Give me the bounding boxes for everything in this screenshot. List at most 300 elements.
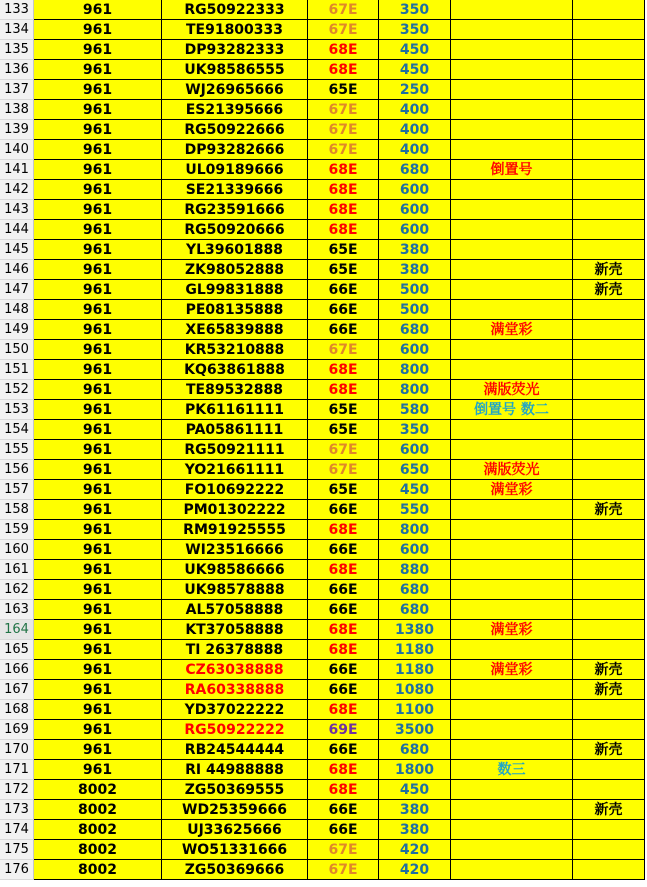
cell-serial[interactable]: FO10692222 [162, 480, 308, 500]
cell-price[interactable]: 420 [379, 840, 451, 860]
row-header[interactable]: 169 [0, 720, 34, 740]
row-header[interactable]: 172 [0, 780, 34, 800]
row-header[interactable]: 165 [0, 640, 34, 660]
cell-model[interactable]: 961 [34, 720, 162, 740]
cell-serial[interactable]: ZG50369555 [162, 780, 308, 800]
cell-price[interactable]: 250 [379, 80, 451, 100]
row-header[interactable]: 175 [0, 840, 34, 860]
row-header[interactable]: 157 [0, 480, 34, 500]
cell-grade[interactable]: 67E [308, 140, 379, 160]
row-header[interactable]: 133 [0, 0, 34, 20]
cell-price[interactable]: 1100 [379, 700, 451, 720]
cell-note[interactable] [451, 340, 573, 360]
cell-model[interactable]: 961 [34, 520, 162, 540]
row-header[interactable]: 155 [0, 440, 34, 460]
cell-model[interactable]: 961 [34, 500, 162, 520]
cell-grade[interactable]: 67E [308, 440, 379, 460]
cell-shell[interactable] [573, 100, 645, 120]
cell-model[interactable]: 961 [34, 640, 162, 660]
cell-price[interactable]: 450 [379, 60, 451, 80]
cell-model[interactable]: 8002 [34, 860, 162, 880]
cell-serial[interactable]: YD37022222 [162, 700, 308, 720]
cell-price[interactable]: 450 [379, 40, 451, 60]
cell-grade[interactable]: 66E [308, 540, 379, 560]
cell-grade[interactable]: 68E [308, 620, 379, 640]
cell-grade[interactable]: 68E [308, 160, 379, 180]
cell-shell[interactable]: 新壳 [573, 740, 645, 760]
cell-note[interactable] [451, 60, 573, 80]
row-header[interactable]: 145 [0, 240, 34, 260]
cell-note[interactable]: 满堂彩 [451, 320, 573, 340]
cell-price[interactable]: 600 [379, 540, 451, 560]
cell-price[interactable]: 500 [379, 280, 451, 300]
cell-grade[interactable]: 68E [308, 360, 379, 380]
cell-grade[interactable]: 68E [308, 560, 379, 580]
row-header[interactable]: 134 [0, 20, 34, 40]
cell-shell[interactable] [573, 380, 645, 400]
cell-serial[interactable]: RG50922333 [162, 0, 308, 20]
cell-note[interactable]: 满版荧光 [451, 460, 573, 480]
cell-price[interactable]: 3500 [379, 720, 451, 740]
cell-note[interactable] [451, 20, 573, 40]
cell-grade[interactable]: 66E [308, 800, 379, 820]
row-header[interactable]: 164 [0, 620, 34, 640]
cell-note[interactable] [451, 420, 573, 440]
cell-shell[interactable] [573, 580, 645, 600]
cell-grade[interactable]: 68E [308, 700, 379, 720]
cell-model[interactable]: 961 [34, 620, 162, 640]
cell-model[interactable]: 961 [34, 180, 162, 200]
cell-shell[interactable] [573, 560, 645, 580]
cell-price[interactable]: 680 [379, 600, 451, 620]
cell-note[interactable] [451, 740, 573, 760]
cell-price[interactable]: 350 [379, 420, 451, 440]
row-header[interactable]: 135 [0, 40, 34, 60]
row-header[interactable]: 148 [0, 300, 34, 320]
cell-serial[interactable]: TE89532888 [162, 380, 308, 400]
cell-price[interactable]: 1800 [379, 760, 451, 780]
cell-grade[interactable]: 68E [308, 380, 379, 400]
cell-grade[interactable]: 66E [308, 580, 379, 600]
cell-price[interactable]: 680 [379, 160, 451, 180]
cell-price[interactable]: 400 [379, 120, 451, 140]
cell-price[interactable]: 450 [379, 480, 451, 500]
cell-grade[interactable]: 66E [308, 300, 379, 320]
cell-model[interactable]: 961 [34, 160, 162, 180]
cell-model[interactable]: 961 [34, 280, 162, 300]
row-header[interactable]: 153 [0, 400, 34, 420]
cell-price[interactable]: 380 [379, 240, 451, 260]
row-header[interactable]: 150 [0, 340, 34, 360]
cell-shell[interactable] [573, 540, 645, 560]
cell-note[interactable]: 满版荧光 [451, 380, 573, 400]
cell-model[interactable]: 961 [34, 320, 162, 340]
cell-serial[interactable]: RG50922666 [162, 120, 308, 140]
cell-serial[interactable]: PM01302222 [162, 500, 308, 520]
cell-model[interactable]: 961 [34, 540, 162, 560]
cell-serial[interactable]: ES21395666 [162, 100, 308, 120]
cell-grade[interactable]: 66E [308, 680, 379, 700]
cell-serial[interactable]: PE08135888 [162, 300, 308, 320]
cell-note[interactable]: 满堂彩 [451, 660, 573, 680]
cell-note[interactable] [451, 80, 573, 100]
cell-grade[interactable]: 68E [308, 200, 379, 220]
row-header[interactable]: 158 [0, 500, 34, 520]
cell-model[interactable]: 8002 [34, 780, 162, 800]
cell-serial[interactable]: RB24544444 [162, 740, 308, 760]
cell-note[interactable] [451, 840, 573, 860]
cell-model[interactable]: 961 [34, 300, 162, 320]
cell-note[interactable] [451, 560, 573, 580]
cell-grade[interactable]: 65E [308, 240, 379, 260]
cell-price[interactable]: 880 [379, 560, 451, 580]
cell-price[interactable]: 600 [379, 340, 451, 360]
cell-grade[interactable]: 68E [308, 60, 379, 80]
cell-shell[interactable] [573, 640, 645, 660]
cell-shell[interactable] [573, 220, 645, 240]
cell-price[interactable]: 380 [379, 800, 451, 820]
cell-grade[interactable]: 67E [308, 120, 379, 140]
cell-serial[interactable]: RG50921111 [162, 440, 308, 460]
cell-grade[interactable]: 65E [308, 260, 379, 280]
cell-shell[interactable] [573, 600, 645, 620]
cell-model[interactable]: 961 [34, 80, 162, 100]
cell-price[interactable]: 800 [379, 380, 451, 400]
cell-grade[interactable]: 68E [308, 180, 379, 200]
cell-note[interactable] [451, 40, 573, 60]
cell-model[interactable]: 961 [34, 380, 162, 400]
cell-price[interactable]: 350 [379, 20, 451, 40]
cell-grade[interactable]: 65E [308, 420, 379, 440]
cell-price[interactable]: 1080 [379, 680, 451, 700]
cell-model[interactable]: 8002 [34, 820, 162, 840]
cell-model[interactable]: 961 [34, 440, 162, 460]
cell-note[interactable] [451, 120, 573, 140]
cell-serial[interactable]: UL09189666 [162, 160, 308, 180]
cell-model[interactable]: 961 [34, 400, 162, 420]
row-header[interactable]: 159 [0, 520, 34, 540]
cell-serial[interactable]: KT37058888 [162, 620, 308, 640]
cell-serial[interactable]: KR53210888 [162, 340, 308, 360]
cell-serial[interactable]: YO21661111 [162, 460, 308, 480]
cell-model[interactable]: 961 [34, 460, 162, 480]
cell-shell[interactable] [573, 760, 645, 780]
cell-grade[interactable]: 67E [308, 460, 379, 480]
row-header[interactable]: 171 [0, 760, 34, 780]
cell-serial[interactable]: CZ63038888 [162, 660, 308, 680]
cell-note[interactable] [451, 700, 573, 720]
cell-note[interactable] [451, 220, 573, 240]
cell-shell[interactable] [573, 460, 645, 480]
row-header[interactable]: 139 [0, 120, 34, 140]
row-header[interactable]: 168 [0, 700, 34, 720]
row-header[interactable]: 166 [0, 660, 34, 680]
cell-serial[interactable]: DP93282666 [162, 140, 308, 160]
cell-serial[interactable]: UJ33625666 [162, 820, 308, 840]
cell-shell[interactable] [573, 120, 645, 140]
cell-note[interactable] [451, 500, 573, 520]
cell-serial[interactable]: GL99831888 [162, 280, 308, 300]
cell-shell[interactable]: 新壳 [573, 500, 645, 520]
cell-shell[interactable] [573, 20, 645, 40]
cell-model[interactable]: 8002 [34, 800, 162, 820]
cell-note[interactable]: 数三 [451, 760, 573, 780]
cell-note[interactable] [451, 260, 573, 280]
cell-model[interactable]: 961 [34, 100, 162, 120]
cell-grade[interactable]: 68E [308, 780, 379, 800]
cell-note[interactable]: 满堂彩 [451, 620, 573, 640]
cell-grade[interactable]: 66E [308, 660, 379, 680]
cell-note[interactable] [451, 780, 573, 800]
cell-model[interactable]: 961 [34, 420, 162, 440]
cell-note[interactable] [451, 100, 573, 120]
cell-serial[interactable]: ZG50369666 [162, 860, 308, 880]
cell-shell[interactable]: 新壳 [573, 660, 645, 680]
cell-price[interactable]: 580 [379, 400, 451, 420]
cell-model[interactable]: 961 [34, 40, 162, 60]
cell-shell[interactable] [573, 240, 645, 260]
cell-price[interactable]: 350 [379, 0, 451, 20]
cell-shell[interactable] [573, 860, 645, 880]
cell-serial[interactable]: WI23516666 [162, 540, 308, 560]
cell-note[interactable] [451, 140, 573, 160]
cell-note[interactable]: 倒置号 数二 [451, 400, 573, 420]
cell-model[interactable]: 961 [34, 120, 162, 140]
cell-note[interactable] [451, 240, 573, 260]
cell-price[interactable]: 400 [379, 100, 451, 120]
row-header[interactable]: 140 [0, 140, 34, 160]
cell-grade[interactable]: 66E [308, 740, 379, 760]
cell-note[interactable] [451, 860, 573, 880]
cell-shell[interactable]: 新壳 [573, 280, 645, 300]
cell-shell[interactable] [573, 140, 645, 160]
cell-note[interactable] [451, 640, 573, 660]
cell-price[interactable]: 680 [379, 580, 451, 600]
cell-shell[interactable] [573, 420, 645, 440]
cell-model[interactable]: 961 [34, 360, 162, 380]
cell-grade[interactable]: 66E [308, 320, 379, 340]
cell-model[interactable]: 961 [34, 700, 162, 720]
cell-model[interactable]: 961 [34, 140, 162, 160]
cell-model[interactable]: 961 [34, 600, 162, 620]
cell-model[interactable]: 961 [34, 660, 162, 680]
cell-grade[interactable]: 68E [308, 40, 379, 60]
cell-grade[interactable]: 67E [308, 840, 379, 860]
cell-price[interactable]: 380 [379, 260, 451, 280]
cell-serial[interactable]: RM91925555 [162, 520, 308, 540]
cell-note[interactable] [451, 540, 573, 560]
cell-price[interactable]: 800 [379, 520, 451, 540]
cell-serial[interactable]: YL39601888 [162, 240, 308, 260]
cell-grade[interactable]: 66E [308, 500, 379, 520]
row-header[interactable]: 170 [0, 740, 34, 760]
cell-grade[interactable]: 67E [308, 340, 379, 360]
cell-model[interactable]: 961 [34, 60, 162, 80]
cell-price[interactable]: 600 [379, 440, 451, 460]
cell-serial[interactable]: XE65839888 [162, 320, 308, 340]
cell-note[interactable] [451, 0, 573, 20]
cell-note[interactable] [451, 720, 573, 740]
cell-grade[interactable]: 67E [308, 0, 379, 20]
cell-shell[interactable] [573, 480, 645, 500]
cell-shell[interactable]: 新壳 [573, 260, 645, 280]
cell-model[interactable]: 961 [34, 20, 162, 40]
cell-note[interactable] [451, 820, 573, 840]
cell-grade[interactable]: 66E [308, 600, 379, 620]
cell-grade[interactable]: 67E [308, 100, 379, 120]
cell-shell[interactable] [573, 300, 645, 320]
cell-shell[interactable] [573, 200, 645, 220]
cell-serial[interactable]: UK98578888 [162, 580, 308, 600]
cell-serial[interactable]: ZK98052888 [162, 260, 308, 280]
cell-shell[interactable] [573, 400, 645, 420]
cell-grade[interactable]: 69E [308, 720, 379, 740]
cell-price[interactable]: 1180 [379, 660, 451, 680]
cell-serial[interactable]: AL57058888 [162, 600, 308, 620]
row-header[interactable]: 176 [0, 860, 34, 880]
cell-price[interactable]: 650 [379, 460, 451, 480]
cell-grade[interactable]: 66E [308, 820, 379, 840]
cell-price[interactable]: 680 [379, 320, 451, 340]
cell-model[interactable]: 961 [34, 260, 162, 280]
cell-shell[interactable] [573, 60, 645, 80]
cell-note[interactable] [451, 520, 573, 540]
cell-serial[interactable]: UK98586555 [162, 60, 308, 80]
row-header[interactable]: 147 [0, 280, 34, 300]
row-header[interactable]: 137 [0, 80, 34, 100]
cell-shell[interactable] [573, 700, 645, 720]
cell-price[interactable]: 380 [379, 820, 451, 840]
cell-price[interactable]: 800 [379, 360, 451, 380]
cell-shell[interactable] [573, 320, 645, 340]
row-header[interactable]: 167 [0, 680, 34, 700]
cell-serial[interactable]: WD25359666 [162, 800, 308, 820]
row-header[interactable]: 154 [0, 420, 34, 440]
cell-serial[interactable]: DP93282333 [162, 40, 308, 60]
cell-serial[interactable]: PA05861111 [162, 420, 308, 440]
cell-note[interactable] [451, 440, 573, 460]
cell-serial[interactable]: KQ63861888 [162, 360, 308, 380]
cell-model[interactable]: 961 [34, 580, 162, 600]
cell-shell[interactable] [573, 440, 645, 460]
cell-price[interactable]: 600 [379, 220, 451, 240]
cell-shell[interactable] [573, 840, 645, 860]
cell-shell[interactable] [573, 40, 645, 60]
row-header[interactable]: 149 [0, 320, 34, 340]
row-header[interactable]: 161 [0, 560, 34, 580]
cell-model[interactable]: 961 [34, 0, 162, 20]
cell-model[interactable]: 8002 [34, 840, 162, 860]
row-header[interactable]: 146 [0, 260, 34, 280]
cell-price[interactable]: 1180 [379, 640, 451, 660]
cell-shell[interactable] [573, 780, 645, 800]
cell-price[interactable]: 600 [379, 200, 451, 220]
cell-shell[interactable] [573, 720, 645, 740]
cell-grade[interactable]: 65E [308, 80, 379, 100]
cell-shell[interactable] [573, 820, 645, 840]
cell-model[interactable]: 961 [34, 200, 162, 220]
cell-model[interactable]: 961 [34, 240, 162, 260]
row-header[interactable]: 142 [0, 180, 34, 200]
cell-price[interactable]: 600 [379, 180, 451, 200]
cell-note[interactable] [451, 280, 573, 300]
cell-shell[interactable] [573, 360, 645, 380]
cell-shell[interactable] [573, 80, 645, 100]
row-header[interactable]: 144 [0, 220, 34, 240]
cell-model[interactable]: 961 [34, 340, 162, 360]
row-header[interactable]: 143 [0, 200, 34, 220]
cell-note[interactable] [451, 600, 573, 620]
row-header[interactable]: 152 [0, 380, 34, 400]
cell-model[interactable]: 961 [34, 680, 162, 700]
cell-serial[interactable]: RG23591666 [162, 200, 308, 220]
cell-serial[interactable]: TE91800333 [162, 20, 308, 40]
cell-shell[interactable]: 新壳 [573, 800, 645, 820]
cell-serial[interactable]: UK98586666 [162, 560, 308, 580]
cell-price[interactable]: 450 [379, 780, 451, 800]
cell-note[interactable] [451, 200, 573, 220]
cell-price[interactable]: 500 [379, 300, 451, 320]
cell-shell[interactable] [573, 0, 645, 20]
cell-serial[interactable]: WO51331666 [162, 840, 308, 860]
cell-model[interactable]: 961 [34, 560, 162, 580]
cell-serial[interactable]: RG50922222 [162, 720, 308, 740]
cell-note[interactable] [451, 360, 573, 380]
cell-shell[interactable] [573, 620, 645, 640]
row-header[interactable]: 156 [0, 460, 34, 480]
cell-serial[interactable]: WJ26965666 [162, 80, 308, 100]
cell-serial[interactable]: SE21339666 [162, 180, 308, 200]
row-header[interactable]: 163 [0, 600, 34, 620]
row-header[interactable]: 162 [0, 580, 34, 600]
cell-grade[interactable]: 68E [308, 520, 379, 540]
cell-note[interactable]: 满堂彩 [451, 480, 573, 500]
cell-model[interactable]: 961 [34, 220, 162, 240]
row-header[interactable]: 173 [0, 800, 34, 820]
cell-grade[interactable]: 68E [308, 220, 379, 240]
cell-grade[interactable]: 66E [308, 280, 379, 300]
cell-grade[interactable]: 68E [308, 760, 379, 780]
cell-model[interactable]: 961 [34, 480, 162, 500]
cell-note[interactable] [451, 300, 573, 320]
cell-note[interactable]: 倒置号 [451, 160, 573, 180]
cell-shell[interactable] [573, 340, 645, 360]
cell-note[interactable] [451, 180, 573, 200]
row-header[interactable]: 136 [0, 60, 34, 80]
cell-grade[interactable]: 67E [308, 20, 379, 40]
cell-note[interactable] [451, 580, 573, 600]
row-header[interactable]: 174 [0, 820, 34, 840]
cell-price[interactable]: 550 [379, 500, 451, 520]
cell-price[interactable]: 420 [379, 860, 451, 880]
cell-shell[interactable] [573, 180, 645, 200]
cell-price[interactable]: 1380 [379, 620, 451, 640]
cell-price[interactable]: 680 [379, 740, 451, 760]
cell-model[interactable]: 961 [34, 740, 162, 760]
cell-grade[interactable]: 65E [308, 480, 379, 500]
row-header[interactable]: 138 [0, 100, 34, 120]
cell-serial[interactable]: RI 44988888 [162, 760, 308, 780]
cell-shell[interactable]: 新壳 [573, 680, 645, 700]
row-header[interactable]: 160 [0, 540, 34, 560]
cell-serial[interactable]: PK61161111 [162, 400, 308, 420]
cell-grade[interactable]: 68E [308, 640, 379, 660]
row-header[interactable]: 151 [0, 360, 34, 380]
row-header[interactable]: 141 [0, 160, 34, 180]
cell-shell[interactable] [573, 520, 645, 540]
cell-model[interactable]: 961 [34, 760, 162, 780]
cell-grade[interactable]: 65E [308, 400, 379, 420]
